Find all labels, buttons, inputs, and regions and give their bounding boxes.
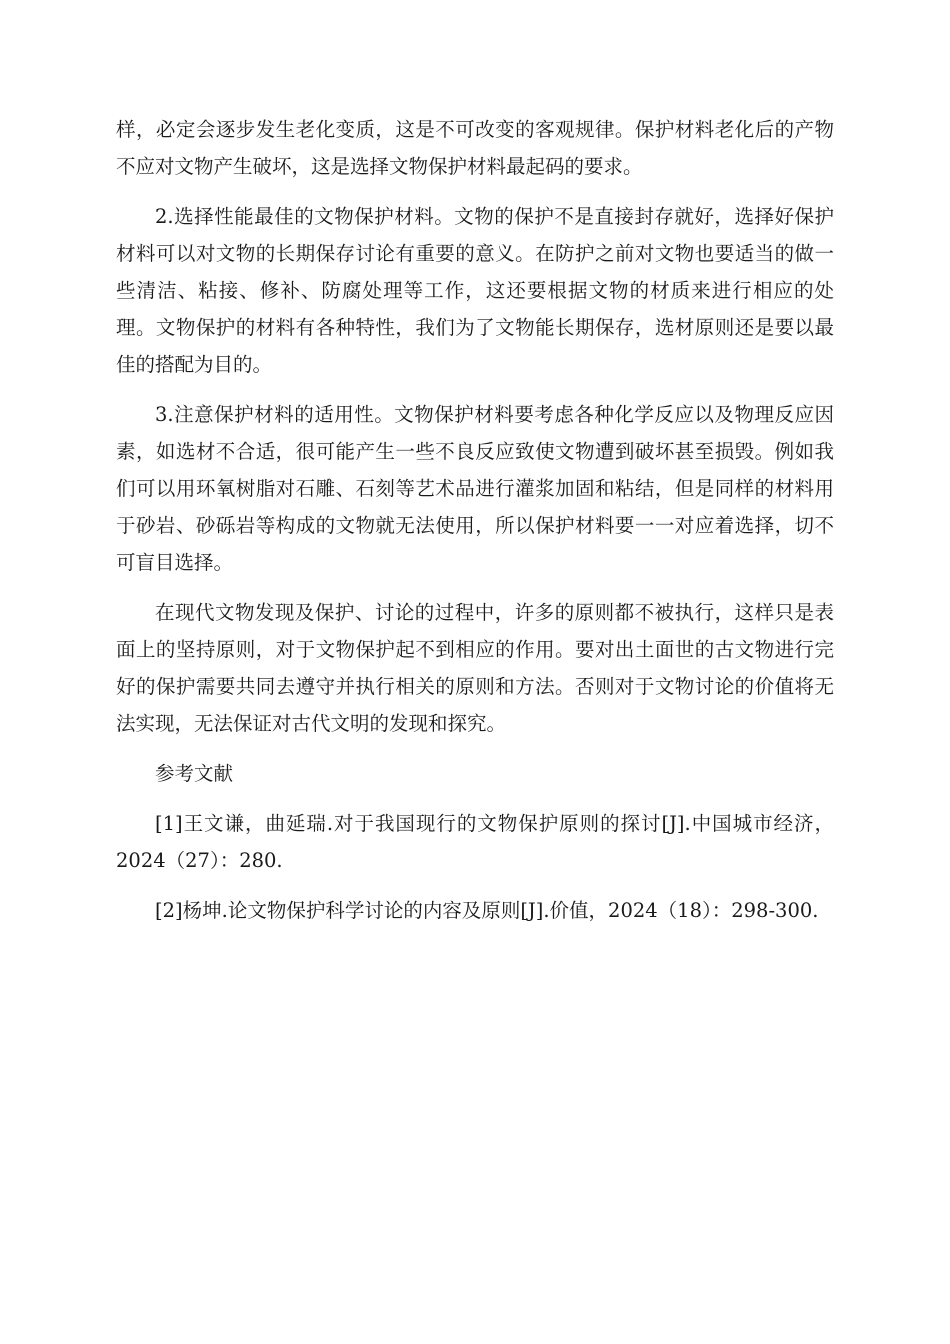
reference-item-1: [1]王文谦，曲延瑞.对于我国现行的文物保护原则的探讨[J].中国城市经济，2024（27）：280. [116, 812, 834, 872]
reference-item-2: [2]杨坤.论文物保护科学讨论的内容及原则[J].价值，2024（18）：298-300. [155, 899, 819, 922]
body-paragraph-principle-3: 3.注意保护材料的适用性。文物保护材料要考虑各种化学反应以及物理反应因素，如选材不合适，很可能产生一些不良反应致使文物遭到破坏甚至损毁。例如我们可以用环氧树脂对石雕、石刻等艺术品进行灌浆加固和粘结，但是同样的材料用于砂岩、砂砾岩等构成的文物就无法使用，所以保护材料要一一对应着选择，切不可盲目选择。 [116, 403, 834, 574]
body-paragraph-principle-2: 2.选择性能最佳的文物保护材料。文物的保护不是直接封存就好，选择好保护材料可以对文物的长期保存讨论有重要的意义。在防护之前对文物也要适当的做一些清洁、粘接、修补、防腐处理等工作，这还要根据文物的材质来进行相应的处理。文物保护的材料有各种特性，我们为了文物能长期保存，选材原则还是要以最佳的搭配为目的。 [116, 205, 834, 376]
body-paragraph-conclusion: 在现代文物发现及保护、讨论的过程中，许多的原则都不被执行，这样只是表面上的坚持原则，对于文物保护起不到相应的作用。要对出土面世的古文物进行完好的保护需要共同去遵守并执行相关的原则和方法。否则对于文物讨论的价值将无法实现，无法保证对古代文明的发现和探究。 [116, 601, 834, 735]
document-page [116, 111, 834, 942]
references-heading: 参考文献 [155, 762, 234, 785]
body-paragraph-continued: 样，必定会逐步发生老化变质，这是不可改变的客观规律。保护材料老化后的产物不应对文物产生破坏，这是选择文物保护材料最起码的要求。 [116, 118, 834, 178]
